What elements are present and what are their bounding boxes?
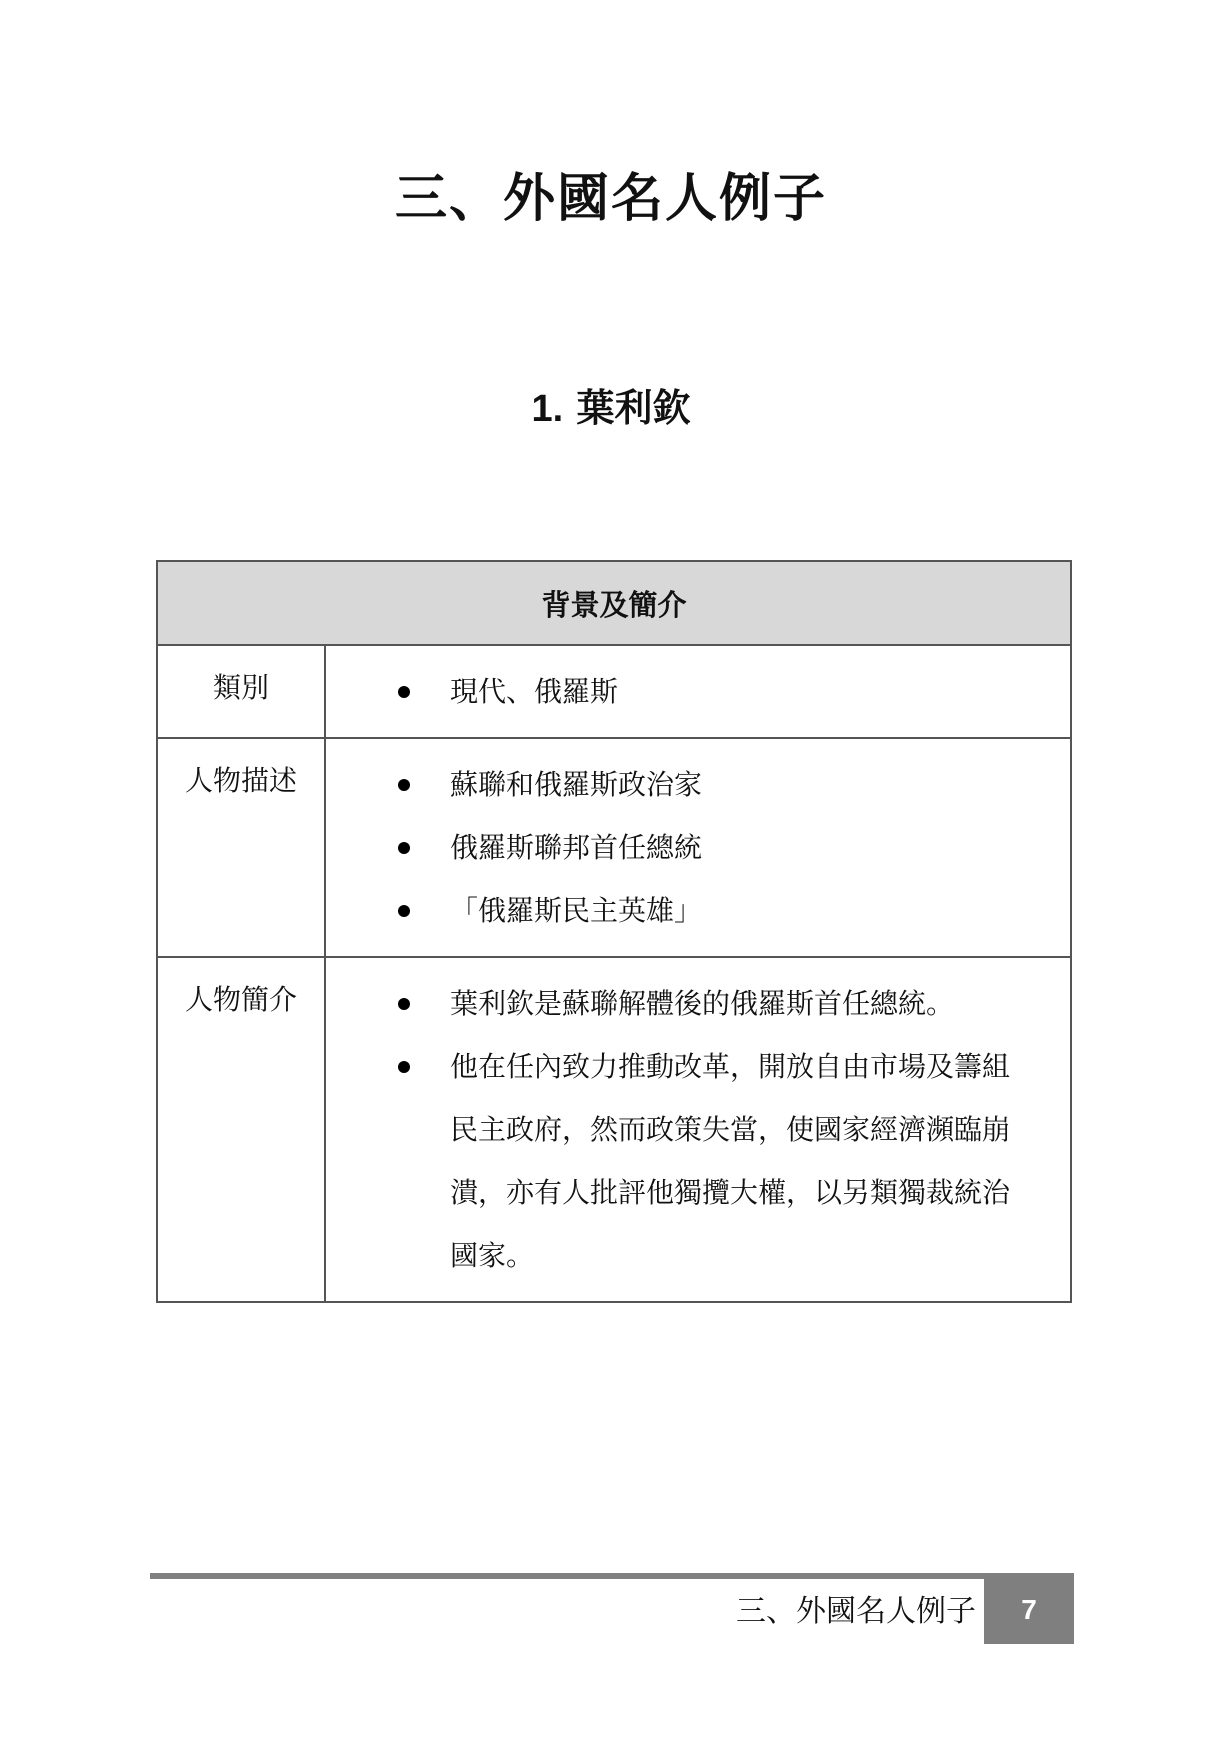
list-item: 他在任內致力推動改革，開放自由市場及籌組民主政府，然而政策失當，使國家經濟瀕臨崩潰，亦有人批評他獨攬大權，以另類獨裁統治國家。 [326,1035,1030,1287]
list-item: 蘇聯和俄羅斯政治家 [326,753,1030,816]
row-label-description: 人物描述 [157,738,325,957]
row-label-profile: 人物簡介 [157,957,325,1302]
list-item: 現代、俄羅斯 [326,660,1030,723]
row-content-profile [325,957,1071,1302]
footer-divider [150,1573,1074,1579]
section-name: 葉利欽 [576,385,691,430]
row-content-description [325,738,1071,957]
section-number: 1. [531,388,564,430]
chapter-title: 三、外國名人例子 [394,168,827,229]
table-header: 背景及簡介 [157,561,1071,645]
table-row [157,738,1071,957]
row-content-category [325,645,1071,738]
profile-table [156,560,1072,1303]
section-title [0,385,1222,433]
table-row [157,645,1071,738]
table-row [157,957,1071,1302]
page-number: 7 [984,1575,1074,1644]
list-item: 「俄羅斯民主英雄」 [326,879,1030,942]
row-label-category: 類別 [157,645,325,738]
footer-chapter-title: 三、外國名人例子 [736,1594,976,1629]
list-item: 葉利欽是蘇聯解體後的俄羅斯首任總統。 [326,972,1030,1035]
table-header-row [157,561,1071,645]
list-item: 俄羅斯聯邦首任總統 [326,816,1030,879]
